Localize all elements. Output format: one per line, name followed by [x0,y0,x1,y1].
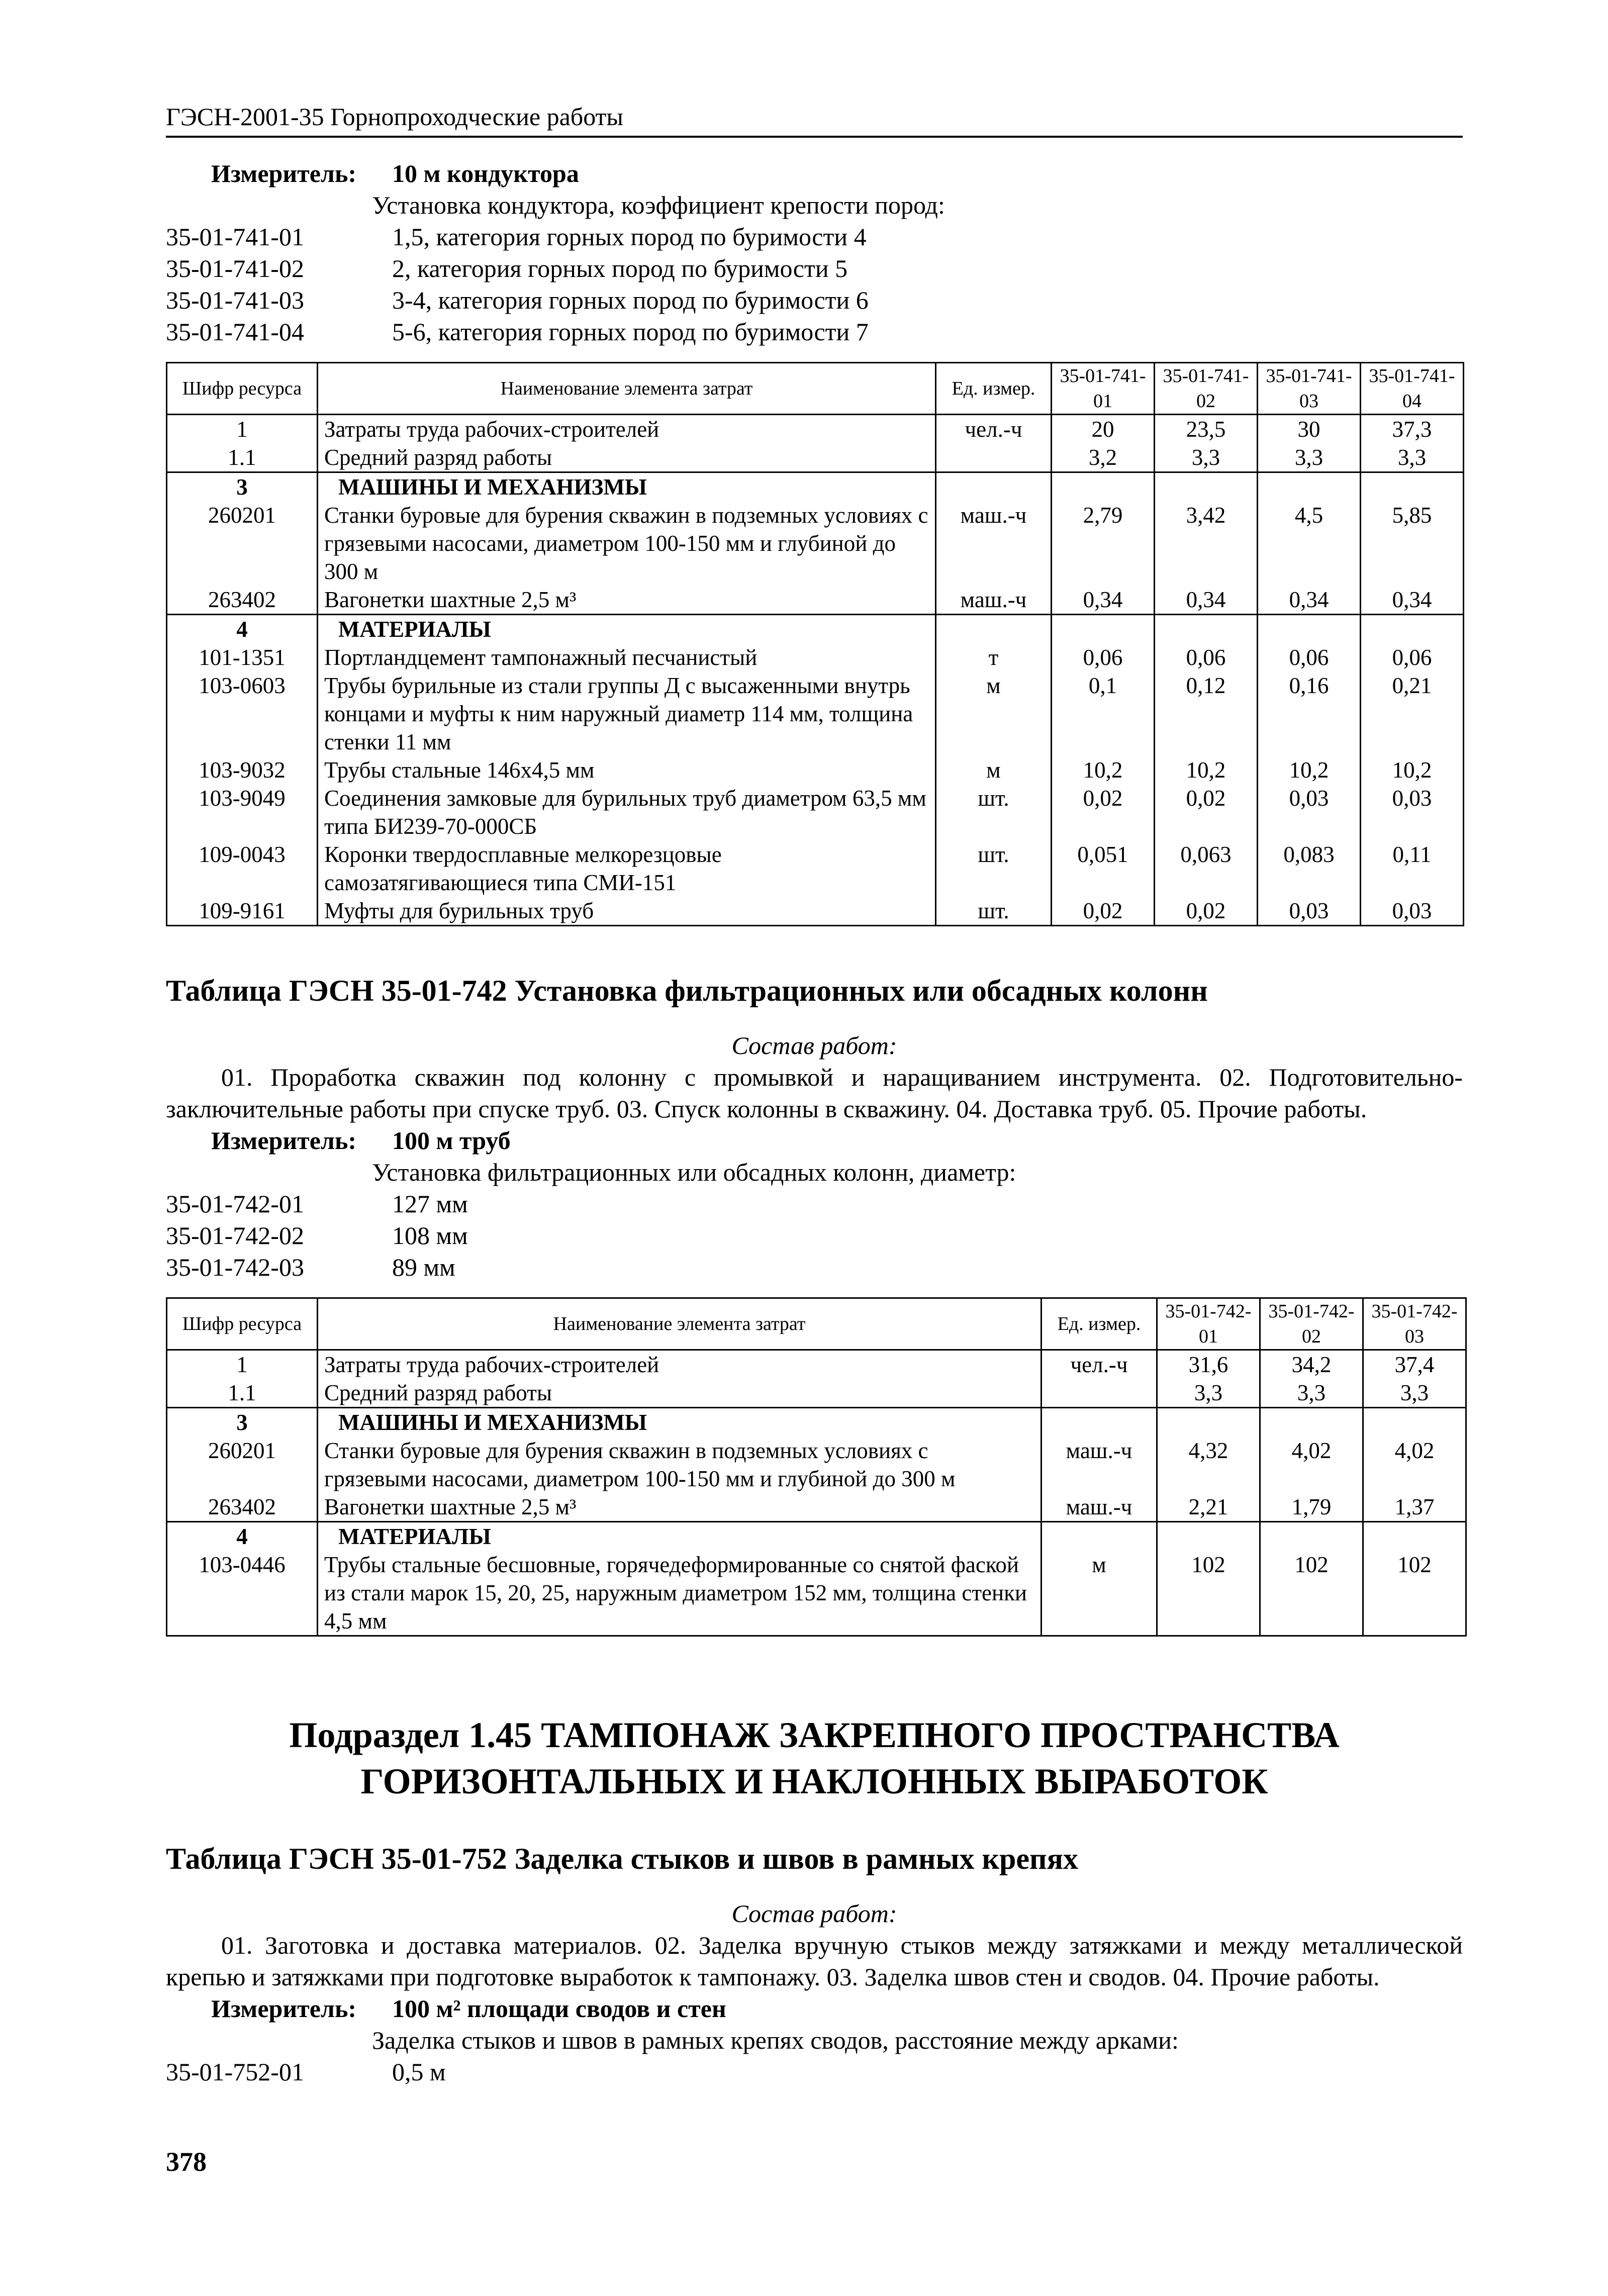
norm-code: 35-01-741-03 [166,286,304,314]
code-list [166,1188,1463,1283]
document-page [166,101,1463,2088]
resource-name-cell: Портландцемент тампонажный песчанистый [318,643,936,672]
unit-cell: м [936,672,1052,756]
value-cell: 4,02 [1260,1437,1363,1493]
resource-code-cell: 4 [167,1522,318,1551]
intro-text: Установка фильтрационных или обсадных колонн, диаметр: [372,1158,1016,1186]
value-cell: 3,42 [1155,501,1258,586]
resource-name-cell: Затраты труда рабочих-строителей [318,415,936,444]
norm-description: 3-4, категория горных пород по буримости 6 [392,286,869,314]
subsection-line-2: ГОРИЗОНТАЛЬНЫХ И НАКЛОННЫХ ВЫРАБОТОК [360,1761,1268,1801]
resource-code-cell: 103-9049 [167,784,318,840]
unit-cell: чел.-ч [1042,1350,1157,1379]
column-header: Шифр ресурса [167,1298,318,1350]
code-row [166,1220,1463,1252]
resource-name-cell: Трубы стальные бесшовные, горячедеформированные со снятой фаской из стали марок 15, 20, 25, наружным диаметром 152 мм, толщина стенки 4,5 мм [318,1551,1042,1636]
table-title-752: Таблица ГЭСН 35-01-752 Заделка стыков и швов в рамных крепях [166,1842,1079,1875]
unit-cell [936,472,1052,502]
meter-line [166,158,1463,189]
value-cell [1157,1408,1260,1437]
value-cell: 0,06 [1052,643,1155,672]
unit-cell [936,443,1052,472]
norm-description: 2, категория горных пород по буримости 5 [392,254,848,282]
meter-label: Измеритель: [211,1126,357,1155]
value-cell [1052,472,1155,502]
table-row [167,840,1464,897]
column-header: Ед. измер. [1042,1298,1157,1350]
value-cell: 2,79 [1052,501,1155,586]
value-cell: 10,2 [1155,756,1258,784]
norm-code: 35-01-741-04 [166,318,304,346]
value-cell [1157,1522,1260,1551]
resource-code-cell: 1 [167,1350,318,1379]
table-row [167,1350,1466,1379]
meter-label: Измеритель: [211,1994,357,2023]
page-number: 378 [166,2147,207,2177]
norm-code: 35-01-741-01 [166,223,304,251]
value-cell: 3,2 [1052,443,1155,472]
resource-name-cell: Станки буровые для бурения скважин в подземных условиях с грязевыми насосами, диаметром 100-150 мм и глубиной до 300 м [318,1437,1042,1493]
value-cell: 0,34 [1155,586,1258,615]
resource-name-cell: Коронки твердосплавные мелкорезцовые самозатягивающиеся типа СМИ-151 [318,840,936,897]
resource-name-cell: Вагонетки шахтные 2,5 м³ [318,586,936,615]
value-cell: 31,6 [1157,1350,1260,1379]
table-row [167,643,1464,672]
table-row [167,443,1464,472]
value-cell: 3,3 [1157,1379,1260,1408]
resource-name-cell: Станки буровые для бурения скважин в подземных условиях с грязевыми насосами, диаметром 100-150 мм и глубиной до 300 м [318,501,936,586]
unit-cell: маш.-ч [936,501,1052,586]
value-cell: 3,3 [1258,443,1361,472]
value-cell: 34,2 [1260,1350,1363,1379]
value-cell: 37,4 [1363,1350,1466,1379]
value-cell [1155,615,1258,644]
section-741 [166,158,1463,348]
table-row [167,756,1464,784]
value-cell: 0,1 [1052,672,1155,756]
value-cell: 10,2 [1361,756,1464,784]
value-cell: 0,02 [1052,897,1155,926]
unit-cell: маш.-ч [1042,1493,1157,1522]
norm-code: 35-01-742-03 [166,1253,304,1281]
value-cell [1361,472,1464,502]
value-cell: 102 [1260,1551,1363,1636]
norm-description: 1,5, категория горных пород по буримости 4 [392,223,867,251]
value-cell: 102 [1157,1551,1260,1636]
value-cell: 0,11 [1361,840,1464,897]
resource-code-cell: 260201 [167,501,318,586]
norm-description: 89 мм [392,1253,455,1281]
unit-cell: м [1042,1551,1157,1636]
unit-cell [1042,1408,1157,1437]
value-cell: 0,34 [1361,586,1464,615]
table-row [167,586,1464,615]
norm-description: 0,5 м [392,2058,446,2086]
value-cell: 4,02 [1363,1437,1466,1493]
column-header: 35-01-742-02 [1260,1298,1363,1350]
intro-text: Установка кондуктора, коэффициент крепости пород: [372,191,945,219]
value-cell: 30 [1258,415,1361,444]
value-cell [1258,472,1361,502]
unit-cell [1042,1379,1157,1408]
value-cell: 0,051 [1052,840,1155,897]
value-cell: 3,3 [1363,1379,1466,1408]
table-title-742: Таблица ГЭСН 35-01-742 Установка фильтрационных или обсадных колонн [166,974,1208,1007]
unit-cell: шт. [936,897,1052,926]
norm-code: 35-01-742-02 [166,1221,304,1250]
section-742 [166,1125,1463,1283]
value-cell: 0,06 [1155,643,1258,672]
meter-value: 100 м² площади сводов и стен [392,1994,726,2023]
value-cell: 0,16 [1258,672,1361,756]
unit-cell: чел.-ч [936,415,1052,444]
resource-code-cell: 103-0446 [167,1551,318,1636]
code-row [166,284,1463,316]
column-header: Наименование элемента затрат [318,1298,1042,1350]
unit-cell: шт. [936,784,1052,840]
column-header: Ед. измер. [936,363,1052,415]
table-row [167,1522,1466,1551]
value-cell: 10,2 [1052,756,1155,784]
table-row [167,784,1464,840]
norm-description: 108 мм [392,1221,468,1250]
resource-name-cell: МАТЕРИАЛЫ [318,1522,1042,1551]
resource-name-cell: Средний разряд работы [318,443,936,472]
resource-code-cell: 1.1 [167,1379,318,1408]
value-cell: 0,02 [1155,784,1258,840]
column-header: 35-01-741-03 [1258,363,1361,415]
column-header: 35-01-741-02 [1155,363,1258,415]
value-cell: 0,06 [1258,643,1361,672]
running-head: ГЭСН-2001-35 Горнопроходческие работы [166,101,1463,138]
table-row [167,1551,1466,1636]
resource-code-cell: 1 [167,415,318,444]
column-header: 35-01-741-01 [1052,363,1155,415]
table-row [167,1493,1466,1522]
value-cell: 20 [1052,415,1155,444]
unit-cell: шт. [936,840,1052,897]
value-cell [1363,1522,1466,1551]
code-row [166,1252,1463,1283]
resource-code-cell: 103-0603 [167,672,318,756]
unit-cell: маш.-ч [1042,1437,1157,1493]
resource-name-cell: МАТЕРИАЛЫ [318,615,936,644]
value-cell [1260,1408,1363,1437]
value-cell: 0,06 [1361,643,1464,672]
unit-cell: т [936,643,1052,672]
resource-name-cell: Средний разряд работы [318,1379,1042,1408]
resource-code-cell: 1.1 [167,443,318,472]
code-row [166,2056,1463,2088]
code-row [166,316,1463,348]
resource-code-cell: 3 [167,472,318,502]
table-row [167,1379,1466,1408]
value-cell [1361,615,1464,644]
resource-name-cell: Соединения замковые для бурильных труб диаметром 63,5 мм типа БИ239-70-000СБ [318,784,936,840]
value-cell: 3,3 [1260,1379,1363,1408]
value-cell: 5,85 [1361,501,1464,586]
value-cell: 0,03 [1258,784,1361,840]
resource-code-cell: 103-9032 [167,756,318,784]
resource-name-cell: Муфты для бурильных труб [318,897,936,926]
resource-code-cell: 260201 [167,1437,318,1493]
value-cell: 0,12 [1155,672,1258,756]
table-row [167,472,1464,502]
value-cell [1052,615,1155,644]
unit-cell [936,615,1052,644]
value-cell: 0,21 [1361,672,1464,756]
unit-cell: маш.-ч [936,586,1052,615]
intro-text: Заделка стыков и швов в рамных крепях сводов, расстояние между арками: [372,2026,1179,2054]
value-cell: 1,37 [1363,1493,1466,1522]
code-row [166,1188,1463,1220]
table-row [167,415,1464,444]
table-row [167,1437,1466,1493]
table-row [167,615,1464,644]
value-cell: 3,3 [1361,443,1464,472]
value-cell: 37,3 [1361,415,1464,444]
resource-name-cell: МАШИНЫ И МЕХАНИЗМЫ [318,1408,1042,1437]
value-cell: 0,03 [1361,784,1464,840]
resource-code-cell: 263402 [167,1493,318,1522]
value-cell: 2,21 [1157,1493,1260,1522]
value-cell: 10,2 [1258,756,1361,784]
unit-cell: м [936,756,1052,784]
meter-line [166,1125,1463,1157]
sostav-label: Состав работ: [731,1899,897,1928]
resource-code-cell: 263402 [167,586,318,615]
resource-name-cell: Трубы стальные 146х4,5 мм [318,756,936,784]
norm-description: 127 мм [392,1190,468,1218]
value-cell: 0,02 [1155,897,1258,926]
resource-table-742 [166,1297,1467,1637]
table-row [167,1408,1466,1437]
resource-code-cell: 109-9161 [167,897,318,926]
value-cell [1155,472,1258,502]
resource-name-cell: Затраты труда рабочих-строителей [318,1350,1042,1379]
sostav-label: Состав работ: [731,1031,897,1060]
norm-code: 35-01-741-02 [166,254,304,282]
resource-table-741 [166,362,1464,926]
meter-value: 10 м кондуктора [392,159,579,187]
value-cell [1260,1522,1363,1551]
resource-code-cell: 4 [167,615,318,644]
unit-cell [1042,1522,1157,1551]
meter-value: 100 м труб [392,1126,511,1155]
resource-name-cell: МАШИНЫ И МЕХАНИЗМЫ [318,472,936,502]
section-752 [166,1993,1463,2088]
value-cell: 1,79 [1260,1493,1363,1522]
value-cell: 0,03 [1361,897,1464,926]
meter-label: Измеритель: [211,159,357,187]
code-list [166,221,1463,348]
resource-code-cell: 101-1351 [167,643,318,672]
value-cell: 0,34 [1258,586,1361,615]
value-cell: 4,5 [1258,501,1361,586]
value-cell [1363,1408,1466,1437]
column-header: 35-01-742-03 [1363,1298,1466,1350]
column-header: 35-01-742-01 [1157,1298,1260,1350]
table-row [167,897,1464,926]
value-cell: 3,3 [1155,443,1258,472]
code-row [166,221,1463,253]
table-row [167,501,1464,586]
value-cell: 102 [1363,1551,1466,1636]
value-cell: 0,083 [1258,840,1361,897]
resource-code-cell: 3 [167,1408,318,1437]
norm-description: 5-6, категория горных пород по буримости 7 [392,318,869,346]
value-cell: 23,5 [1155,415,1258,444]
code-list [166,2056,1463,2088]
table-row [167,672,1464,756]
resource-name-cell: Трубы бурильные из стали группы Д с высаженными внутрь концами и муфты к ним наружный диаметр 114 мм, толщина стенки 11 мм [318,672,936,756]
meter-line [166,1993,1463,2025]
resource-name-cell: Вагонетки шахтные 2,5 м³ [318,1493,1042,1522]
norm-code: 35-01-742-01 [166,1190,304,1218]
value-cell: 0,03 [1258,897,1361,926]
value-cell: 0,34 [1052,586,1155,615]
value-cell: 4,32 [1157,1437,1260,1493]
sostav-text: 01. Проработка скважин под колонну с промывкой и наращиванием инструмента. 02. Подготовительно-заключительные работы при спуске труб. 03. Спуск колонны в скважину. 04. Доставка труб. 05. Прочие работы. [166,1063,1463,1123]
code-row [166,253,1463,284]
value-cell: 0,063 [1155,840,1258,897]
sostav-text: 01. Заготовка и доставка материалов. 02. Заделка вручную стыков между затяжками и между металлической крепью и затяжками при подготовке выработок к тампонажу. 03. Заделка швов стен и сводов. 04. Прочие работы. [166,1931,1463,1991]
resource-code-cell: 109-0043 [167,840,318,897]
column-header: Шифр ресурса [167,363,318,415]
subsection-line-1: Подраздел 1.45 ТАМПОНАЖ ЗАКРЕПНОГО ПРОСТРАНСТВА [289,1715,1340,1755]
norm-code: 35-01-752-01 [166,2058,304,2086]
value-cell: 0,02 [1052,784,1155,840]
subsection-heading [166,1712,1463,1804]
column-header: 35-01-741-04 [1361,363,1464,415]
column-header: Наименование элемента затрат [318,363,936,415]
value-cell [1258,615,1361,644]
